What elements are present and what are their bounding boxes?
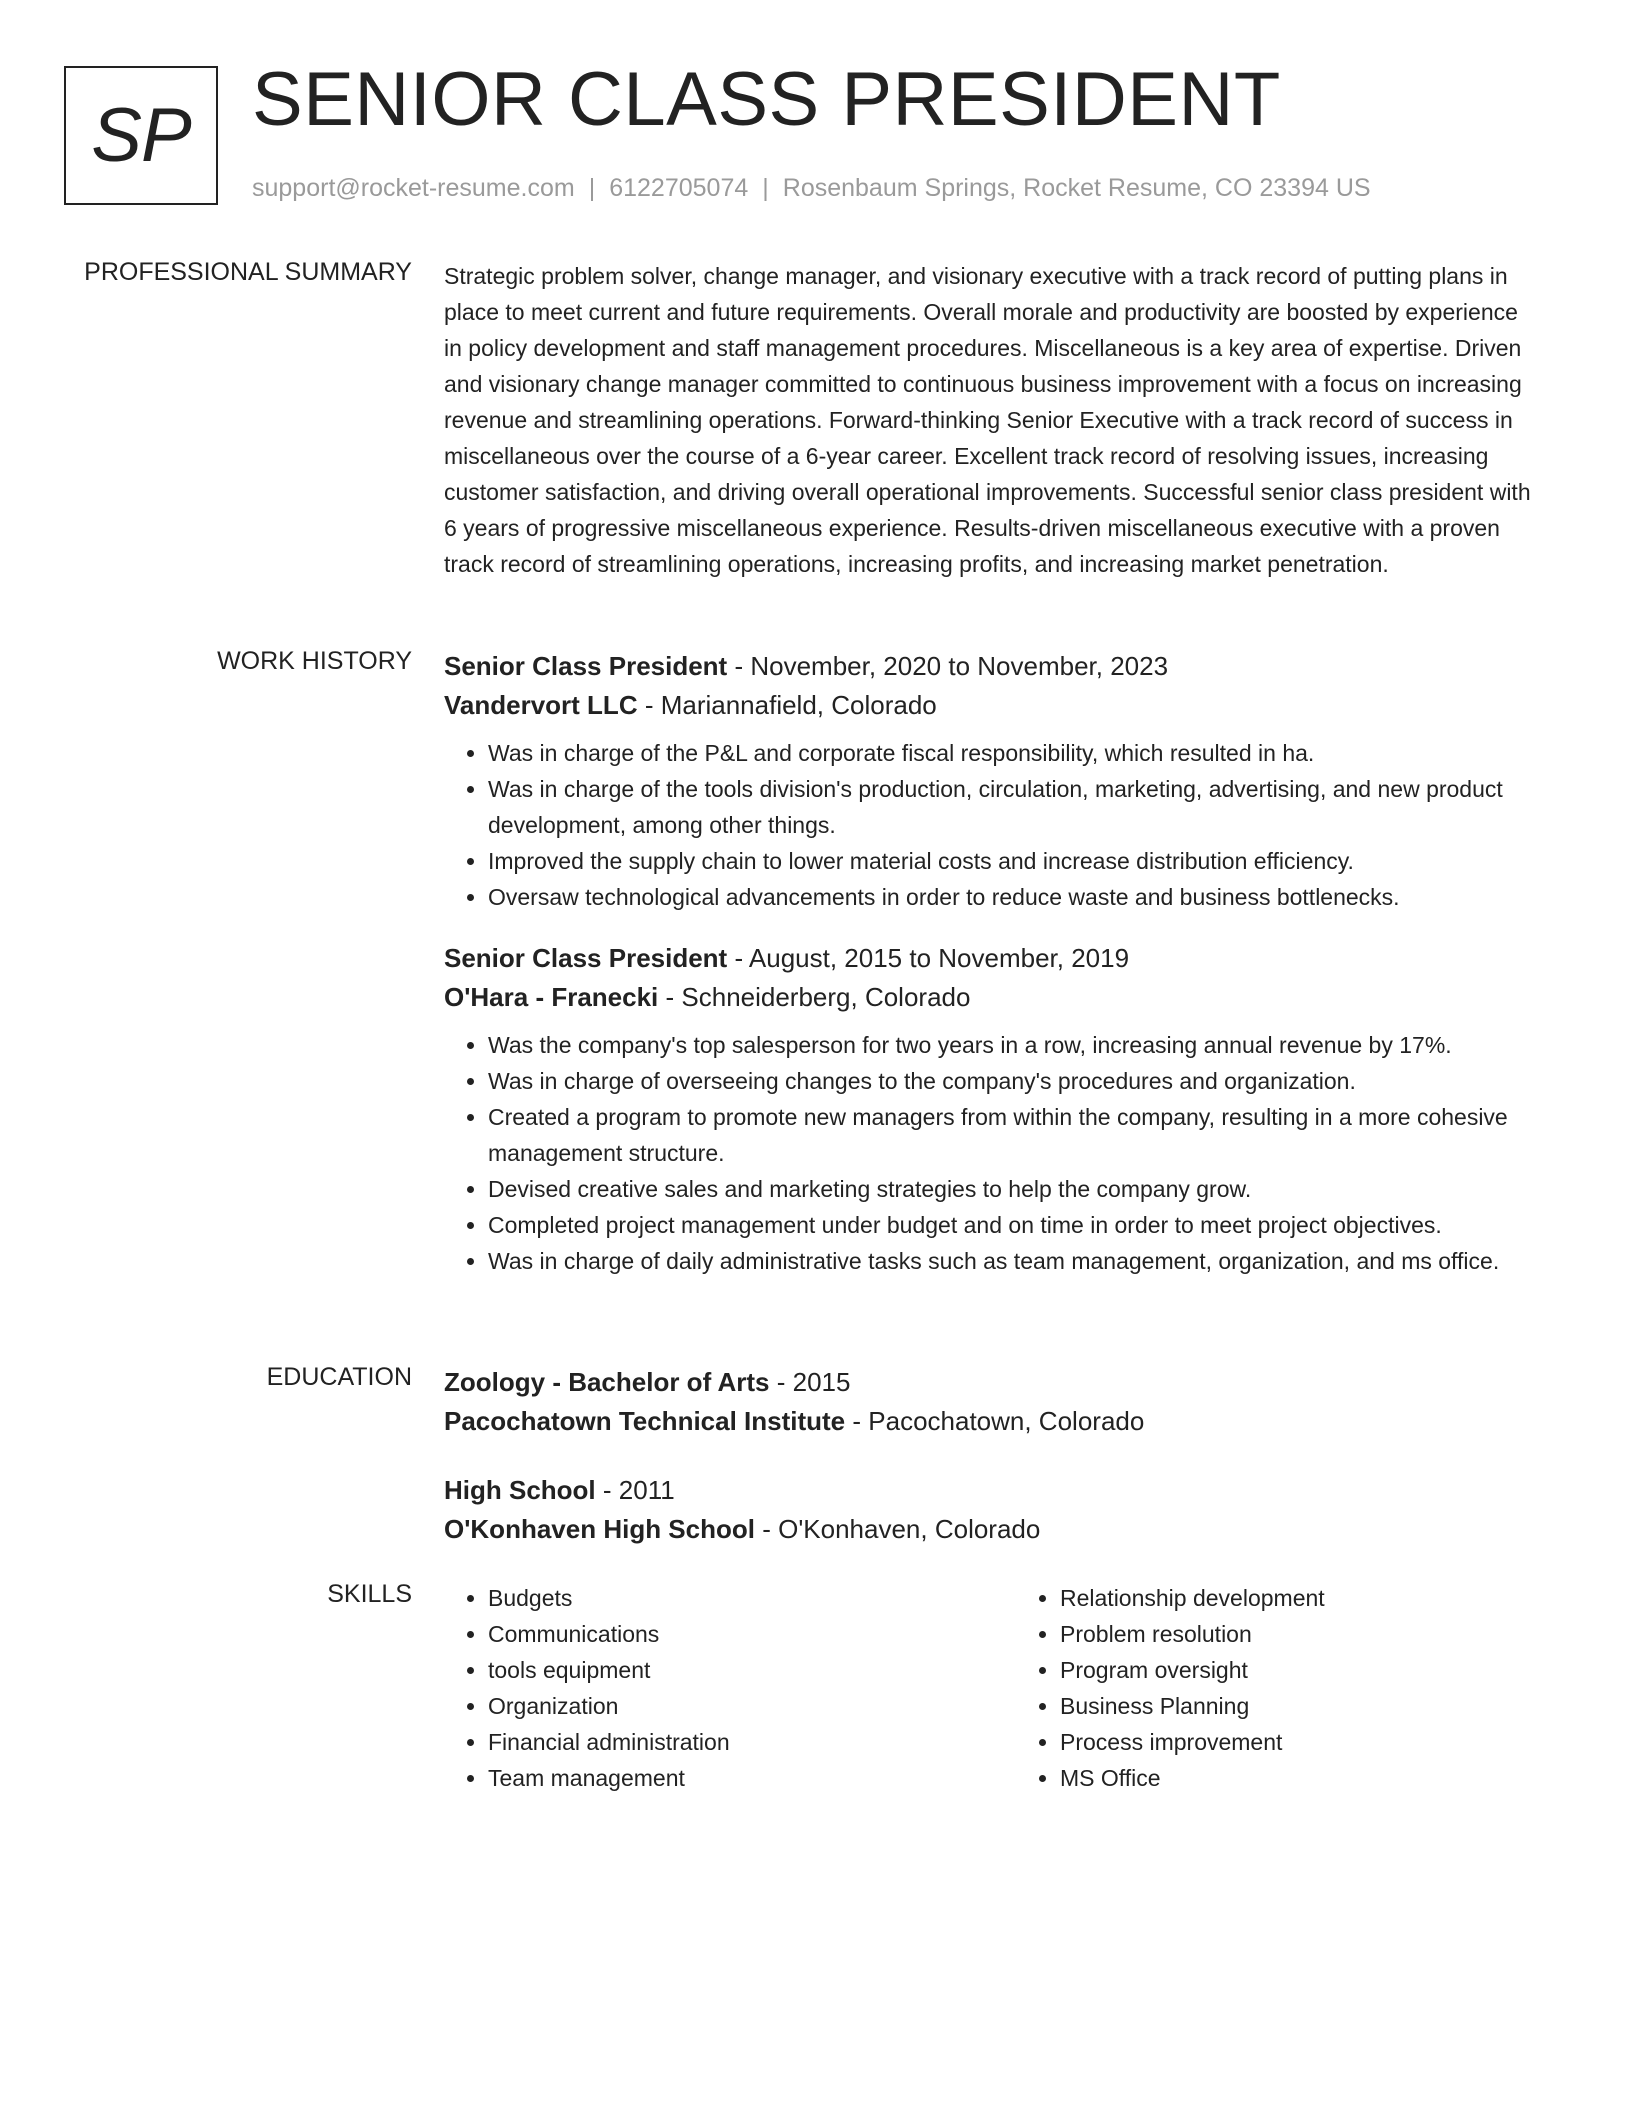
skill-item: • Program oversight (1060, 1652, 1540, 1688)
job-bullet: • Completed project management under budget and on time in order to meet project objectives. (488, 1207, 1540, 1243)
job-bullet: • Was in charge of the P&L and corporate fiscal responsibility, which resulted in ha. (488, 735, 1540, 771)
school-location: - Pacochatown, Colorado (845, 1406, 1145, 1436)
degree: Zoology - Bachelor of Arts (444, 1367, 770, 1397)
contact-line (252, 174, 1371, 203)
resume-title: SENIOR CLASS PRESIDENT (252, 57, 1281, 142)
education-heading: EDUCATION (266, 1363, 412, 1391)
school: O'Konhaven High School (444, 1514, 755, 1544)
job-entry (444, 647, 1540, 915)
skill-item: • Problem resolution (1060, 1616, 1540, 1652)
skill-item: • Team management (488, 1760, 968, 1796)
skills-heading: SKILLS (327, 1580, 412, 1608)
skill-item: • Financial administration (488, 1724, 968, 1760)
education-entry (444, 1363, 1540, 1441)
skill-item: • Business Planning (1060, 1688, 1540, 1724)
job-company: O'Hara - Franecki (444, 982, 659, 1012)
school-line (444, 1402, 1540, 1441)
job-title: Senior Class President (444, 943, 728, 973)
degree-year: - 2011 (595, 1475, 675, 1505)
job-bullet: • Devised creative sales and marketing strategies to help the company grow. (488, 1171, 1540, 1207)
contact-address: Rosenbaum Springs, Rocket Resume, CO 23394 US (782, 174, 1371, 202)
job-bullet: • Was in charge of the tools division's production, circulation, marketing, advertising, and new product development, among other things. (488, 771, 1540, 843)
monogram-initials: SP (91, 93, 191, 178)
job-bullets (444, 735, 1540, 915)
contact-separator: | (588, 174, 596, 202)
job-company-line (444, 686, 1540, 725)
job-entry (444, 939, 1540, 1279)
degree-line (444, 1363, 1540, 1402)
skills-list-left (444, 1580, 968, 1796)
job-bullets (444, 1027, 1540, 1279)
job-bullet: • Was in charge of overseeing changes to the company's procedures and organization. (488, 1063, 1540, 1099)
job-bullet: • Oversaw technological advancements in order to reduce waste and business bottlenecks. (488, 879, 1540, 915)
contact-separator: | (762, 174, 769, 202)
contact-phone: 6122705074 (609, 174, 749, 202)
job-bullet: • Was the company's top salesperson for two years in a row, increasing annual revenue by 17%. (488, 1027, 1540, 1063)
school-location: - O'Konhaven, Colorado (754, 1514, 1041, 1544)
skill-item: • Process improvement (1060, 1724, 1540, 1760)
job-title-line (444, 939, 1540, 978)
job-dates: - August, 2015 to November, 2019 (727, 943, 1130, 973)
skills-columns (444, 1580, 1540, 1796)
skill-item: • Organization (488, 1688, 968, 1724)
job-bullet: • Was in charge of daily administrative tasks such as team management, organization, and ms office. (488, 1243, 1540, 1279)
skill-item: • tools equipment (488, 1652, 968, 1688)
education-entry (444, 1471, 1540, 1549)
job-location: - Mariannafield, Colorado (637, 690, 937, 720)
school: Pacochatown Technical Institute (444, 1406, 846, 1436)
degree-line (444, 1471, 1540, 1510)
monogram-box (64, 66, 218, 205)
job-location: - Schneiderberg, Colorado (658, 982, 971, 1012)
skill-item: • MS Office (1060, 1760, 1540, 1796)
skill-item: • Communications (488, 1616, 968, 1652)
job-company-line (444, 978, 1540, 1017)
skills-list-right (1016, 1580, 1540, 1796)
summary-heading: PROFESSIONAL SUMMARY (84, 258, 412, 286)
degree-year: - 2015 (769, 1367, 851, 1397)
skill-item: • Relationship development (1060, 1580, 1540, 1616)
job-company: Vandervort LLC (444, 690, 638, 720)
job-dates: - November, 2020 to November, 2023 (727, 651, 1169, 681)
summary-text: Strategic problem solver, change manager, and visionary executive with a track record of putting plans in place to meet current and future requirements. Overall morale and productivity are boosted by experience in policy development and staff management procedures. Miscellaneous is a key area of expertise. Driven and visionary change manager committed to continuous business improvement with a focus on increasing revenue and streamlining operations. Forward-thinking Senior Executive with a track record of success in miscellaneous over the course of a 6-year career. Excellent track record of resolving issues, increasing customer satisfaction, and driving overall operational improvements. Successful senior class president with 6 years of progressive miscellaneous experience. Results-driven miscellaneous executive with a proven track record of streamlining operations, increasing profits, and increasing market penetration. (444, 263, 1531, 577)
job-title-line (444, 647, 1540, 686)
job-bullet: • Improved the supply chain to lower material costs and increase distribution efficiency. (488, 843, 1540, 879)
work-history-heading: WORK HISTORY (217, 647, 412, 675)
skill-item: • Budgets (488, 1580, 968, 1616)
degree: High School (444, 1475, 596, 1505)
school-line (444, 1510, 1540, 1549)
contact-email: support@rocket-resume.com (252, 174, 575, 202)
job-bullet: • Created a program to promote new managers from within the company, resulting in a more cohesive management structure. (488, 1099, 1540, 1171)
job-title: Senior Class President (444, 651, 728, 681)
